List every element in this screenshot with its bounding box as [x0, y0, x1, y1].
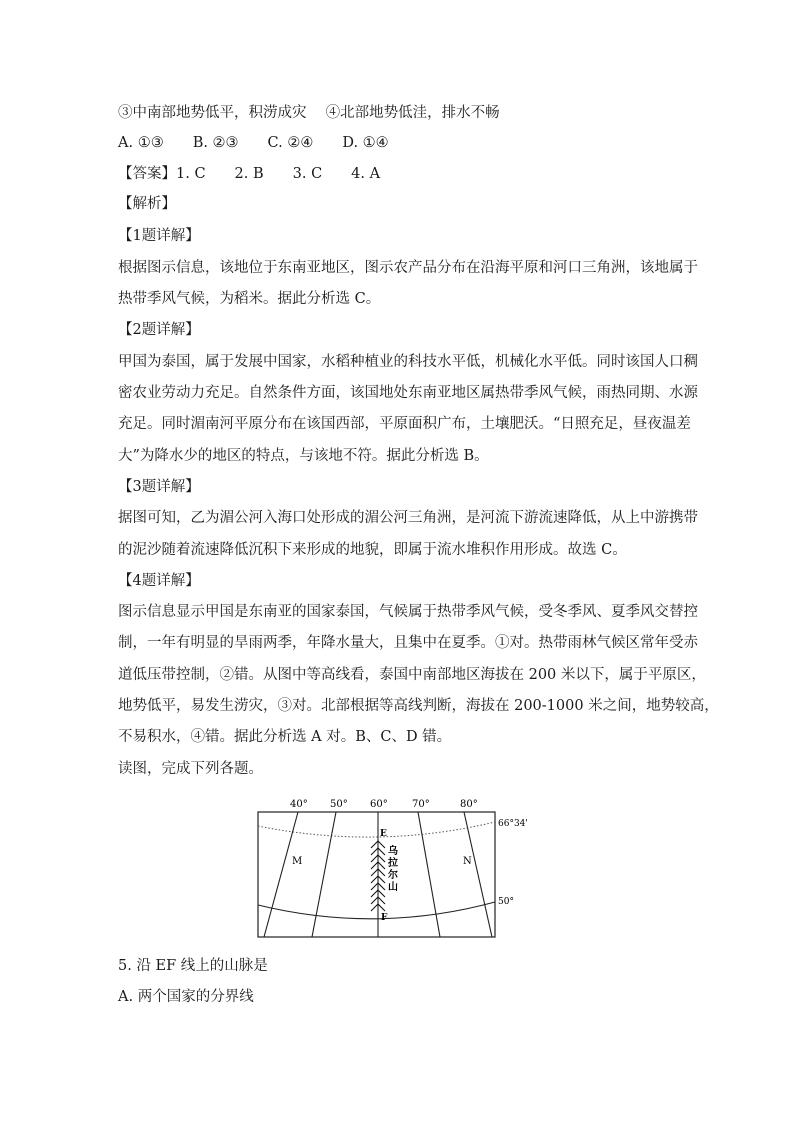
- option-line-3-4: ③中南部地势低平，积涝成灾 ④北部地势低洼，排水不畅: [118, 105, 500, 121]
- mountain-name-char-2: 拉: [388, 858, 398, 869]
- answer-options-q4: A. ①③ B. ②③ C. ②④ D. ①④: [118, 135, 389, 151]
- lat-label-66: 66°34': [498, 819, 528, 829]
- lon-label-70: 70°: [412, 799, 430, 810]
- point-f-label: F: [381, 913, 388, 923]
- meridian-80: [464, 812, 492, 937]
- meridian-40: [264, 812, 298, 937]
- q2-heading: 【2题详解】: [118, 322, 200, 338]
- question-5: 5. 沿 EF 线上的山脉是: [118, 958, 268, 974]
- question-5-option-a: A. 两个国家的分界线: [118, 989, 254, 1005]
- lat-label-50: 50°: [498, 897, 514, 907]
- q1-heading: 【1题详解】: [118, 228, 200, 244]
- q4-text-5: 不易积水，④错。据此分析选 A 对。B、C、D 错。: [118, 729, 452, 745]
- q3-heading: 【3题详解】: [118, 479, 200, 495]
- q2-text-4: 大”为降水少的地区的特点，与该地不符。据此分析选 B。: [118, 448, 489, 464]
- region-n-label: N: [463, 856, 472, 867]
- q1-text-2: 热带季风气候，为稻米。据此分析选 C。: [118, 291, 381, 307]
- lon-label-80: 80°: [460, 799, 478, 810]
- mountain-name-char-1: 乌: [388, 846, 398, 857]
- q2-text-1: 甲国为泰国，属于发展中国家，水稻种植业的科技水平低，机械化水平低。同时该国人口稠: [118, 354, 698, 370]
- answer-key: 【答案】1. C 2. B 3. C 4. A: [118, 166, 381, 182]
- q2-text-3: 充足。同时湄南河平原分布在该国西部，平原面积广布，土壤肥沃。“日照充足，昼夜温差: [118, 416, 691, 432]
- mountain-name-char-4: 山: [388, 882, 398, 893]
- q1-text-1: 根据图示信息，该地位于东南亚地区，图示农产品分布在沿海平原和河口三角洲，该地属于: [118, 260, 698, 276]
- meridian-70: [418, 812, 440, 937]
- q4-text-1: 图示信息显示甲国是东南亚的国家泰国，气候属于热带季风气候，受冬季风、夏季风交替控: [118, 604, 698, 620]
- map-figure: [250, 792, 530, 942]
- lat-50-line: [258, 902, 495, 919]
- meridian-50: [312, 812, 336, 937]
- lon-label-40: 40°: [290, 799, 308, 810]
- mountain-name-char-3: 尔: [388, 870, 398, 881]
- q4-heading: 【4题详解】: [118, 573, 200, 589]
- q4-text-4: 地势低平，易发生涝灾，③对。北部根据等高线判断，海拔在 200-1000 米之间，地势较高，: [118, 698, 719, 714]
- q3-text-2: 的泥沙随着流速降低沉积下来形成的地貌，即属于流水堆积作用形成。故选 C。: [118, 542, 627, 558]
- region-m-label: M: [292, 856, 303, 867]
- q4-text-3: 道低压带控制，②错。从图中等高线看，泰国中南部地区海拔在 200 米以下，属于平原区，: [118, 667, 706, 683]
- q3-text-1: 据图可知，乙为湄公河入海口处形成的湄公河三角洲，是河流下游流速降低，从上中游携带: [118, 510, 698, 526]
- read-map-instruction: 读图，完成下列各题。: [118, 761, 263, 777]
- q4-text-2: 制，一年有明显的旱雨两季，年降水量大，且集中在夏季。①对。热带雨林气候区常年受赤: [118, 635, 698, 651]
- point-e-label: E: [380, 829, 387, 839]
- q2-text-2: 密农业劳动力充足。自然条件方面，该国地处东南亚地区属热带季风气候，雨热同期、水源: [118, 385, 698, 401]
- analysis-heading: 【解析】: [118, 196, 176, 212]
- lon-label-60: 60°: [370, 799, 388, 810]
- lon-label-50: 50°: [330, 799, 348, 810]
